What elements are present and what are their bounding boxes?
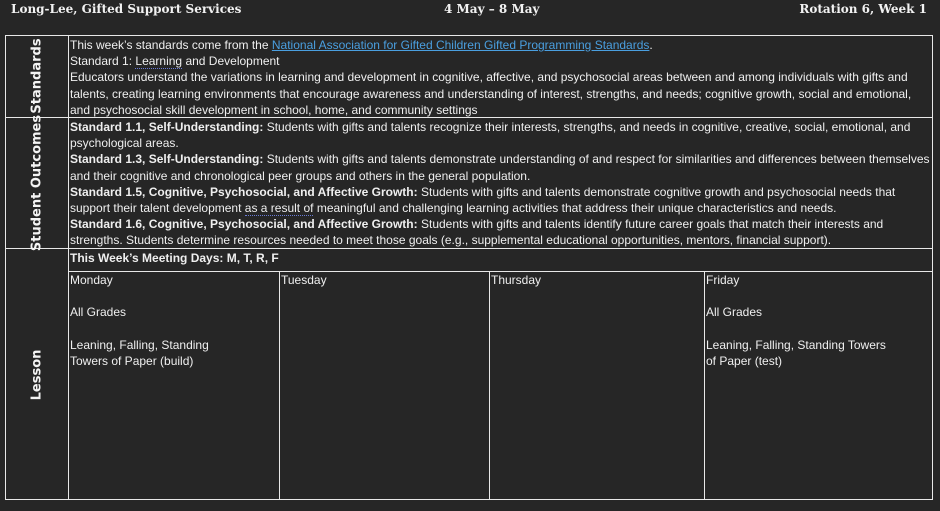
outcome-1-3 xyxy=(70,151,932,183)
meeting-days: This Week’s Meeting Days: M, T, R, F xyxy=(70,251,279,265)
intro-prefix: This week’s standards come from the xyxy=(70,38,272,52)
standard-prefix: Standard 1: xyxy=(70,54,136,69)
day-name: Tuesday xyxy=(281,273,327,287)
outcome-text: Students with gifts and talents demonstrate understanding of and respect for similarities and differences between themselves and their cognitive and chronological peer groups and others in the general population. xyxy=(70,152,930,183)
standard-1-title xyxy=(70,53,932,69)
standard-suffix: and Development xyxy=(182,54,280,69)
lesson-label: Lesson xyxy=(29,349,44,400)
day-grades: All Grades xyxy=(706,305,763,320)
day-grades: All Grades xyxy=(70,305,127,320)
day-activity-line2: Towers of Paper (build) xyxy=(70,353,194,368)
day-activity-line2: of Paper (test) xyxy=(706,353,783,368)
outcomes-content xyxy=(70,119,932,249)
day-column-monday xyxy=(70,272,276,369)
outcome-1-1 xyxy=(70,119,932,151)
outcome-text: meaningful and challenging learning activities that address their unique characteristics and needs. xyxy=(313,201,837,216)
header-left: Long-Lee, Gifted Support Services xyxy=(11,2,242,16)
intro-suffix: . xyxy=(649,38,653,52)
day-name: Friday xyxy=(706,273,740,287)
outcome-title: Standard 1.1, Self-Understanding: xyxy=(70,120,264,134)
outcomes-label: Student Outcomes xyxy=(29,114,44,252)
day-divider-1 xyxy=(279,271,280,500)
meeting-days-row xyxy=(70,250,932,266)
standards-label: Standards xyxy=(29,38,44,114)
day-activity-line1: Leaning, Falling, Standing xyxy=(70,337,209,352)
outcome-text: Students with gifts and talents identify future career goals that match their interests and strengths. Students determine resources needed to meet those goals (e.g., supplemental educational opportunities, mentors, financial support). xyxy=(70,217,884,248)
outcomes-section-header xyxy=(5,114,68,252)
day-column-tuesday xyxy=(281,272,487,288)
lesson-plan-table xyxy=(5,35,933,500)
outcome-title: Standard 1.3, Self-Understanding: xyxy=(70,152,264,167)
header-date-range: 4 May – 8 May xyxy=(444,2,540,16)
header-rotation: Rotation 6, Week 1 xyxy=(799,2,927,16)
day-name: Thursday xyxy=(491,273,542,287)
standards-section-header xyxy=(5,35,68,117)
lesson-section-header xyxy=(5,249,68,500)
nagc-standards-link[interactable]: National Association for Gifted Children Gifted Programming Standards xyxy=(271,38,650,52)
page-header xyxy=(0,0,940,20)
standard-word: Learning xyxy=(135,54,183,69)
outcome-title: Standard 1.5, Cognitive, Psychosocial, and Affective Growth: xyxy=(70,184,418,199)
table-border-right xyxy=(932,35,933,500)
table-border-top xyxy=(5,35,933,36)
outcome-text: Students with gifts and talents demonstrate cognitive growth and psychosocial needs that support their talent development xyxy=(70,184,896,216)
standards-content xyxy=(70,37,932,118)
day-divider-3 xyxy=(704,271,705,500)
day-column-thursday xyxy=(491,272,702,288)
standards-intro xyxy=(70,37,932,53)
outcome-text-marked: as a result of xyxy=(244,201,314,216)
outcome-title: Standard 1.6, Cognitive, Psychosocial, and Affective Growth: xyxy=(70,217,418,232)
day-divider-2 xyxy=(489,271,490,500)
outcome-1-6 xyxy=(70,216,932,248)
table-border-bottom xyxy=(5,499,933,500)
day-name: Monday xyxy=(70,273,113,287)
day-column-friday xyxy=(706,272,930,369)
side-column-divider xyxy=(68,35,69,500)
outcome-text: Students with gifts and talents recognize their interests, strengths, and needs in cognitive, creative, social, emotional, and psychological areas. xyxy=(70,120,911,151)
outcome-1-5 xyxy=(70,184,932,216)
standard-1-description: Educators understand the variations in learning and development in cognitive, affective, and psychosocial areas between and among individuals with gifts and talents, creating learning environments that encourage awareness and understanding of interest, strengths, and needs; cognitive growth, social and emotional, and psychosocial skill development in school, home, and community settings xyxy=(70,70,912,117)
day-activity-line1: Leaning, Falling, Standing Towers xyxy=(706,337,886,352)
